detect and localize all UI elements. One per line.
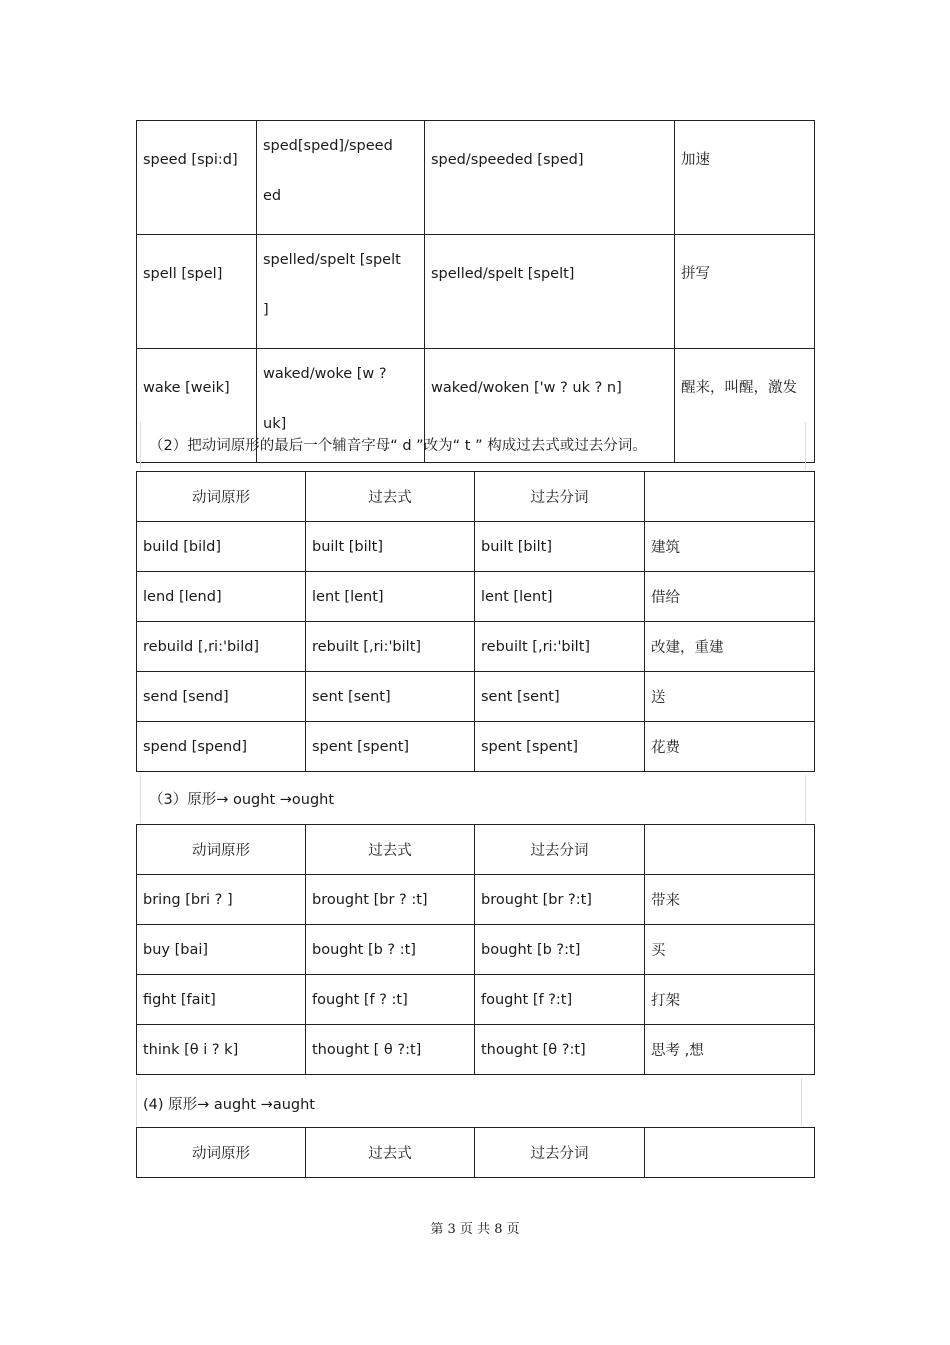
base-form: build [bild] [137,522,306,572]
column-header [645,825,815,875]
past-form: waked/woke [w ? uk] [257,349,425,463]
past-form: spent [spent] [306,722,475,772]
verb-table-2 [136,471,814,772]
section-3-heading: （3）原形→ ought →ought [140,775,806,823]
column-header [645,1128,815,1178]
verb-table-4 [136,1127,814,1178]
column-header: 动词原形 [137,825,306,875]
column-header: 过去式 [306,472,475,522]
base-form: send [send] [137,672,306,722]
past-participle: waked/woken ['w ? uk ? n] [425,349,675,463]
past-participle: thought [θ ?:t] [475,1025,645,1075]
past-participle: bought [b ?:t] [475,925,645,975]
meaning: 改建，重建 [645,622,815,672]
meaning: 带来 [645,875,815,925]
column-header: 过去分词 [475,1128,645,1178]
past-participle: fought [f ?:t] [475,975,645,1025]
past-form: rebuilt [,ri:'bilt] [306,622,475,672]
meaning: 打架 [645,975,815,1025]
section-4-heading: (4) 原形→ aught →aught [136,1078,802,1126]
past-participle: spelled/spelt [spelt] [425,235,675,349]
meaning: 借给 [645,572,815,622]
meaning: 加速 [675,121,815,235]
table-header-row [137,472,815,522]
base-form: buy [bai] [137,925,306,975]
past-form: fought [f ? :t] [306,975,475,1025]
table-header-row [137,1128,815,1178]
past-participle: spent [spent] [475,722,645,772]
base-form: think [θ i ? k] [137,1025,306,1075]
meaning: 送 [645,672,815,722]
table-row [137,522,815,572]
table-row [137,1025,815,1075]
past-participle: lent [lent] [475,572,645,622]
past-form: brought [br ? :t] [306,875,475,925]
base-form: wake [weik] [137,349,257,463]
table-row [137,572,815,622]
base-form: spell [spel] [137,235,257,349]
meaning: 思考 ,想 [645,1025,815,1075]
meaning: 醒来，叫醒，激发 [675,349,815,463]
meaning: 买 [645,925,815,975]
table-row [137,622,815,672]
table-row [137,975,815,1025]
column-header: 动词原形 [137,472,306,522]
verb-table-1 [136,120,814,463]
base-form: speed [spi:d] [137,121,257,235]
past-participle: sent [sent] [475,672,645,722]
column-header: 过去式 [306,1128,475,1178]
table-row [137,925,815,975]
column-header: 动词原形 [137,1128,306,1178]
verb-table-3 [136,824,814,1075]
base-form: rebuild [,ri:'bild] [137,622,306,672]
past-form: thought [ θ ?:t] [306,1025,475,1075]
past-form: built [bilt] [306,522,475,572]
past-form: lent [lent] [306,572,475,622]
table-row [137,672,815,722]
past-form: bought [b ? :t] [306,925,475,975]
table-row [137,235,815,349]
meaning: 建筑 [645,522,815,572]
page-number: 第 3 页 共 8 页 [430,1222,520,1237]
section-2-heading: （2）把动词原形的最后一个辅音字母“ d ”改为“ t ” 构成过去式或过去分词。 [140,422,806,470]
column-header: 过去分词 [475,825,645,875]
meaning: 花费 [645,722,815,772]
table-header-row [137,825,815,875]
base-form: fight [fait] [137,975,306,1025]
base-form: lend [lend] [137,572,306,622]
base-form: spend [spend] [137,722,306,772]
past-form: sped[sped]/speed ed [257,121,425,235]
past-participle: sped/speeded [sped] [425,121,675,235]
column-header [645,472,815,522]
column-header: 过去式 [306,825,475,875]
table-row [137,875,815,925]
table-row [137,722,815,772]
past-participle: rebuilt [,ri:'bilt] [475,622,645,672]
past-participle: built [bilt] [475,522,645,572]
meaning: 拼写 [675,235,815,349]
column-header: 过去分词 [475,472,645,522]
past-participle: brought [br ?:t] [475,875,645,925]
table-row [137,121,815,235]
base-form: bring [bri ? ] [137,875,306,925]
past-form: spelled/spelt [spelt ] [257,235,425,349]
past-form: sent [sent] [306,672,475,722]
